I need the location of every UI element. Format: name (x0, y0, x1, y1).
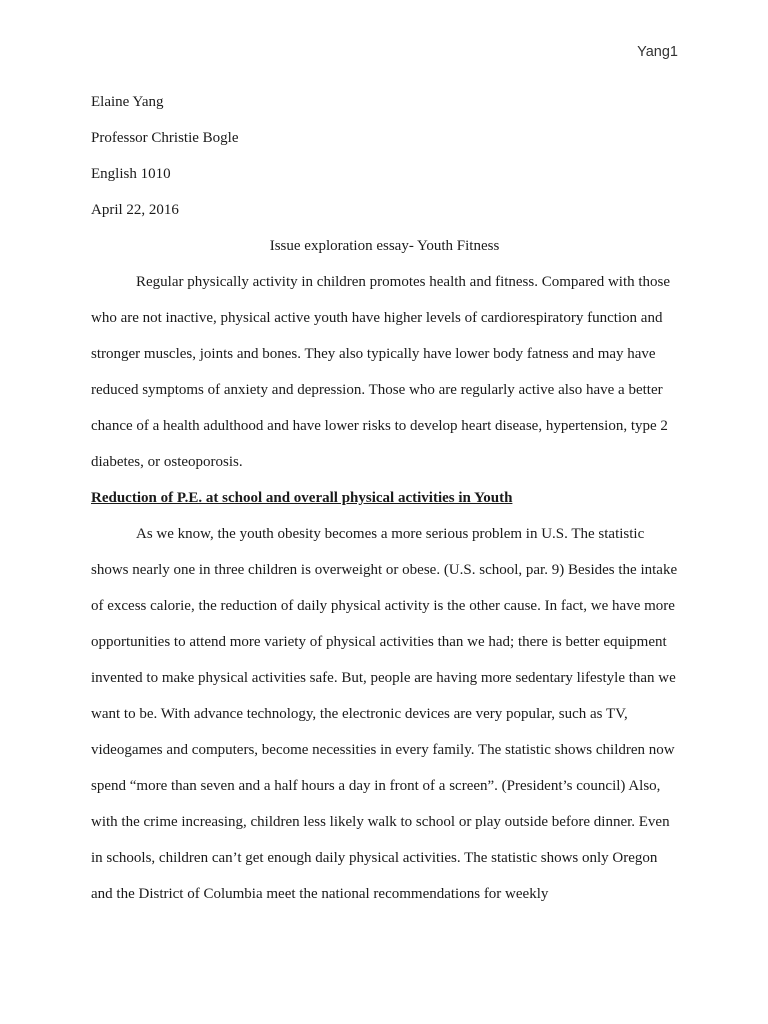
running-head: Yang1 (637, 44, 678, 60)
instructor-name: Professor Christie Bogle (91, 130, 239, 146)
essay-body (91, 84, 678, 912)
body-paragraph: As we know, the youth obesity becomes a more serious problem in U.S. The statistic shows nearly one in three children is overweight or obese. (U.S. school, par. 9) Besides the intake of excess calorie, the reduction of daily physical activity is the other cause. In fact, we have more opportunities to attend more variety of physical activities than we had; there is better equipment invented to make physical activities safe. But, people are having more sedentary lifestyle than we want to be. With advance technology, the electronic devices are very popular, such as TV, videogames and computers, become necessities in every family. The statistic shows children now spend “more than seven and a half hours a day in front of a screen”. (President’s council) Also, with the crime increasing, children less likely walk to school or play outside before dinner. Even in schools, children can’t get enough daily physical activities. The statistic shows only Oregon and the District of Columbia meet the national recommendations for weekly (91, 526, 678, 902)
course-name: English 1010 (91, 166, 171, 182)
essay-date: April 22, 2016 (91, 202, 179, 218)
author-name: Elaine Yang (91, 94, 164, 110)
intro-paragraph: Regular physically activity in children promotes health and fitness. Compared with those who are not inactive, physical active youth have higher levels of cardiorespiratory function and stronger muscles, joints and bones. They also typically have lower body fatness and may have reduced symptoms of anxiety and depression. Those who are regularly active also have a better chance of a health adulthood and have lower risks to develop heart disease, hypertension, type 2 diabetes, or osteoporosis. (91, 274, 671, 470)
essay-title: Issue exploration essay- Youth Fitness (269, 238, 500, 254)
section-heading: Reduction of P.E. at school and overall physical activities in Youth (91, 490, 513, 506)
